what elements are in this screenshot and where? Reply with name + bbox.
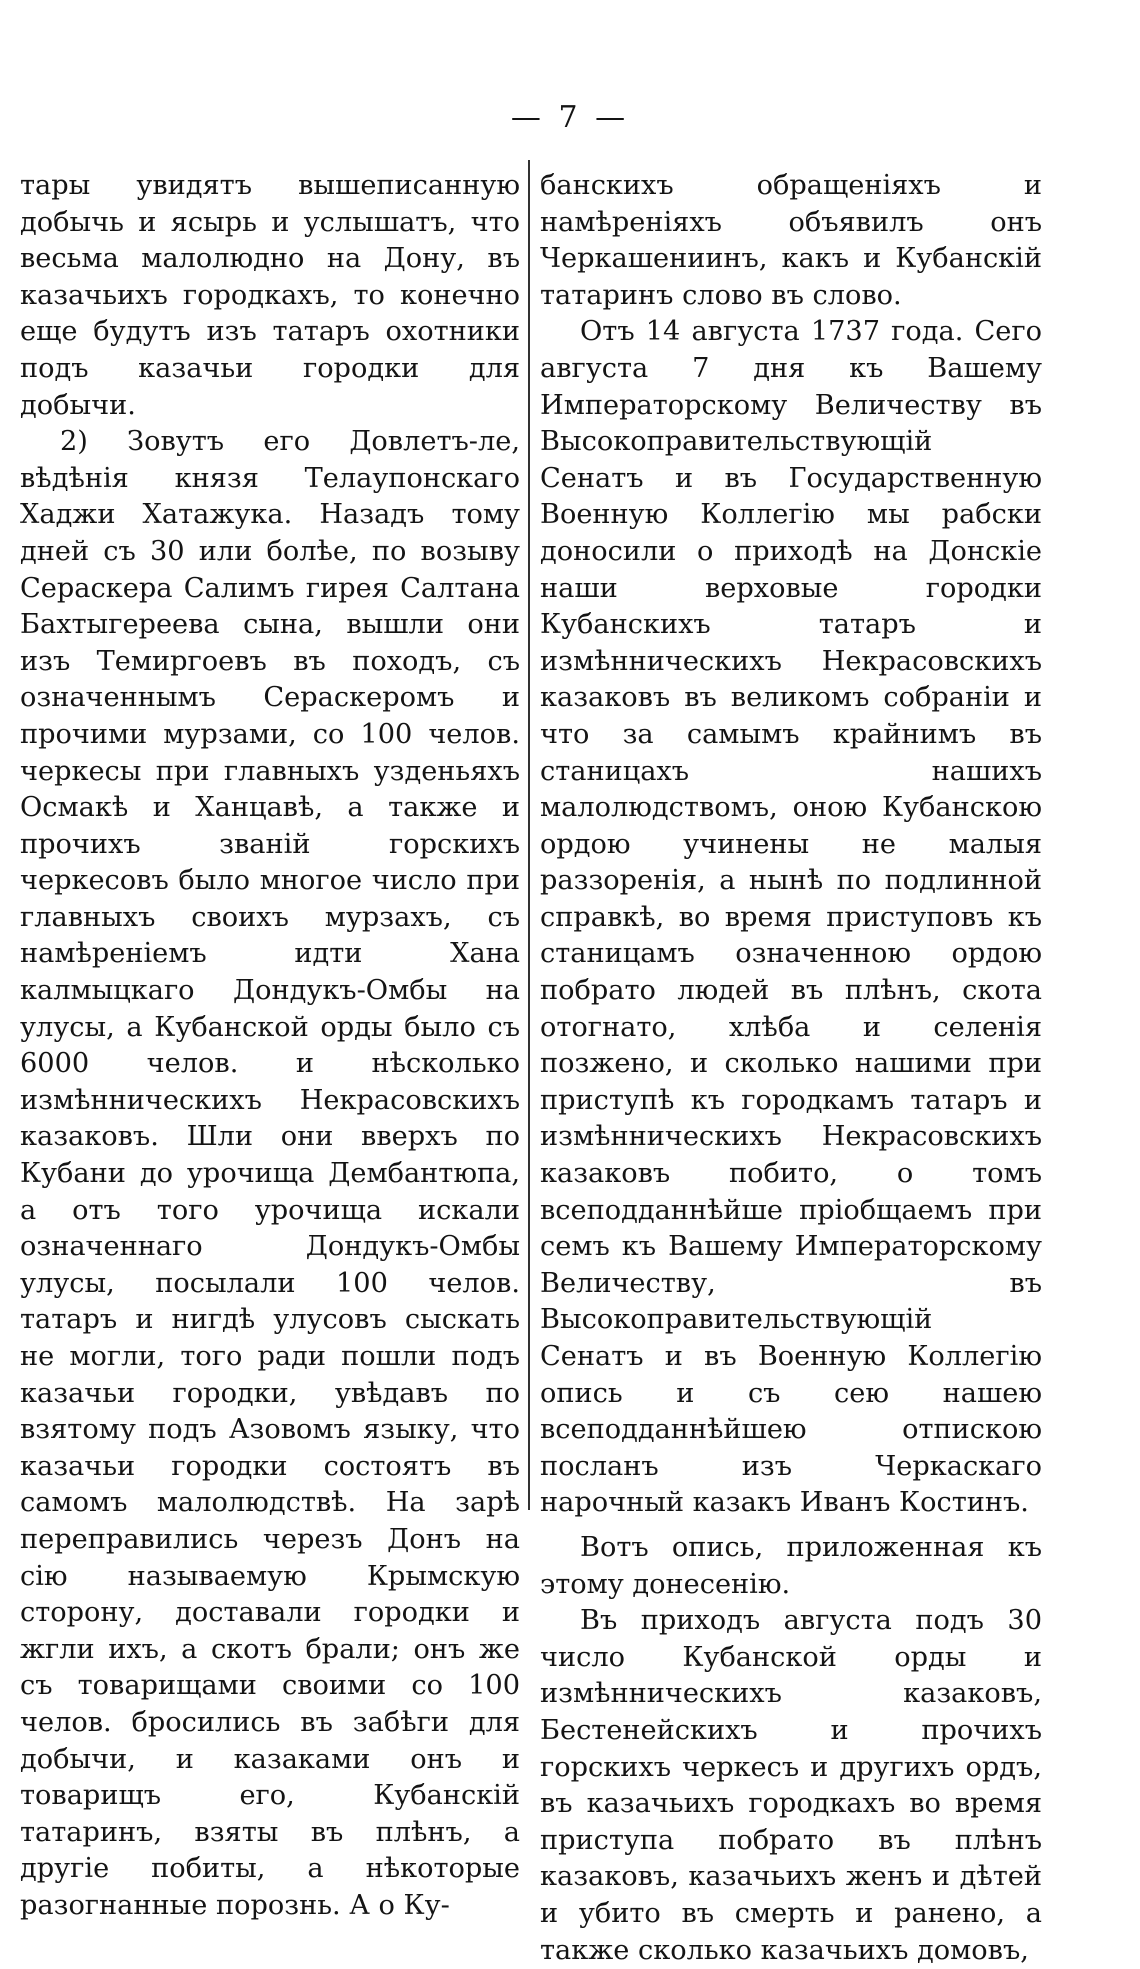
- right-paragraph-2: Отъ 14 августа 1737 года. Сего августа 7 дня къ Вашему Императорскому Величеству въ Высокоправительствующій Сенатъ и въ Государственную Военную Коллегію мы рабски доносили о приходѣ на Донскіе наши верховые городки Кубанскихъ татаръ и измѣнническихъ Некрасовскихъ казаковъ въ великомъ собраніи и что за самымъ крайнимъ въ станицахъ нашихъ малолюдствомъ, оною Кубанскою ордою учинены не малыя раззоренія, а нынѣ по подлинной справкѣ, во время приступовъ къ станицамъ означенною ордою побрато людей въ плѣнъ, скота отогнато, хлѣба и селенія позжено, и сколько нашими при приступѣ къ городкамъ татаръ и измѣнническихъ Некрасовскихъ казаковъ побито, о томъ всеподданнѣйше пріобщаемъ при семъ къ Вашему Императорскому Величеству, въ Высокоправительствующій Сенатъ и въ Военную Коллегію опись и съ сею нашею всеподданнѣйшею отпискою посланъ изъ Черкаскаго нарочный казакъ Иванъ Костинъ.: [540, 316, 1042, 1519]
- left-paragraph-2: 2) Зовутъ его Довлетъ-ле, вѣдѣнія князя Телаупонскаго Хаджи Хатажука. Назадъ тому дней съ 30 или болѣе, по возыву Сераскера Салимъ гирея Салтана Бахтыгереева сына, вышли они изъ Темиргоевъ въ походъ, съ означеннымъ Сераскеромъ и прочими мурзами, со 100 челов. черкесы при главныхъ узденьяхъ Осмакѣ и Ханцавѣ, а также и прочихъ званій горскихъ черкесовъ было многое число при главныхъ своихъ мурзахъ, съ намѣреніемъ идти Хана калмыцкаго Дондукъ-Омбы на улусы, а Кубанской орды было съ 6000 челов. и нѣсколько измѣнническихъ Некрасовскихъ казаковъ. Шли они вверхъ по Кубани до урочища Дембантюпа, а отъ того урочища искали означеннаго Дондукъ-Омбы улусы, посылали 100 челов. татаръ и нигдѣ улусовъ сыскать не могли, того ради пошли подъ казачьи городки, увѣдавъ по взятому подъ Азовомъ языку, что казачьи городки состоятъ въ самомъ малолюдствѣ. На зарѣ переправились черезъ Донъ на сію называемую Крымскую сторону, доставали городки и жгли ихъ, а скотъ брали; онъ же съ товарищами своими со 100 челов. бросились въ забѣги для добычи, и казаками онъ и товарищъ его, Кубанскій татаринъ, взяты въ плѣнъ, а другіе побиты, а нѣкоторые разогнанные порознь. А о Ку-: [20, 426, 520, 1921]
- column-divider: [528, 160, 530, 1510]
- right-paragraph-3: Вотъ опись, приложенная къ этому донесенію.: [540, 1531, 1042, 1600]
- right-paragraph-1: банскихъ обращеніяхъ и намѣреніяхъ объявилъ онъ Черкашениинъ, какъ и Кубанскій татаринъ слово въ слово.: [540, 170, 1042, 311]
- right-column: [540, 168, 1042, 1969]
- left-column: [20, 168, 520, 1925]
- page-number: — 7 —: [510, 100, 630, 135]
- left-paragraph-1: тары увидятъ вышеписанную добычь и ясырь и услышатъ, что весьма малолюдно на Дону, въ казачьихъ городкахъ, то конечно еще будутъ изъ татаръ охотники подъ казачьи городки для добычи.: [20, 170, 520, 421]
- right-paragraph-4: Въ приходъ августа подъ 30 число Кубанской орды и измѣнническихъ казаковъ, Бестенейскихъ и прочихъ горскихъ черкесъ и другихъ ордъ, въ казачьихъ городкахъ во время приступа побрато въ плѣнъ казаковъ, казачьихъ женъ и дѣтей и убито въ смерть и ранено, а также сколько казачьихъ домовъ,: [540, 1605, 1042, 1966]
